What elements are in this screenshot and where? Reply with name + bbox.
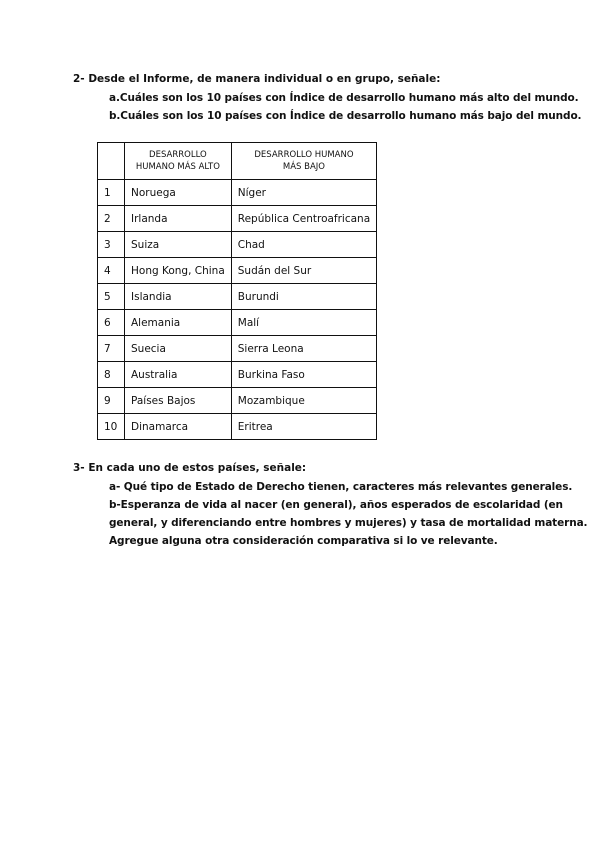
rank-cell: 2 — [98, 206, 125, 232]
table-row — [98, 362, 377, 388]
low-country-cell: Malí — [231, 310, 376, 336]
high-country-cell: Hong Kong, China — [125, 258, 232, 284]
highest-hdi-header-line1: DESARROLLO — [149, 150, 207, 160]
high-country-cell: Alemania — [125, 310, 232, 336]
table-row — [98, 414, 377, 440]
high-country-cell: Noruega — [125, 180, 232, 206]
rank-header-cell — [98, 143, 125, 180]
table-row — [98, 284, 377, 310]
rank-cell: 5 — [98, 284, 125, 310]
question-3-item-b-line1: b-Esperanza de vida al nacer (en general), años esperados de escolaridad (en — [109, 499, 563, 511]
low-country-cell: Burkina Faso — [231, 362, 376, 388]
table-row — [98, 388, 377, 414]
rank-cell: 4 — [98, 258, 125, 284]
high-country-cell: Países Bajos — [125, 388, 232, 414]
table-header-row — [98, 143, 377, 180]
rank-cell: 3 — [98, 232, 125, 258]
question-3-item-b-line2: general, y diferenciando entre hombres y mujeres) y tasa de mortalidad materna. — [109, 517, 588, 529]
rank-cell: 6 — [98, 310, 125, 336]
table-row — [98, 232, 377, 258]
rank-cell: 8 — [98, 362, 125, 388]
low-country-cell: Níger — [231, 180, 376, 206]
table-row — [98, 336, 377, 362]
question-2-heading: 2- Desde el Informe, de manera individual o en grupo, señale: — [73, 73, 441, 85]
highest-hdi-header-line2: HUMANO MÁS ALTO — [135, 162, 220, 172]
question-2-item-a: a.Cuáles son los 10 países con Índice de desarrollo humano más alto del mundo. — [109, 92, 579, 104]
lowest-hdi-header-line2: MÁS BAJO — [282, 162, 325, 172]
question-3-item-c: Agregue alguna otra consideración comparativa si lo ve relevante. — [109, 535, 498, 547]
rank-cell: 9 — [98, 388, 125, 414]
high-country-cell: Dinamarca — [125, 414, 232, 440]
lowest-hdi-header — [231, 143, 376, 180]
hdi-ranking-table — [97, 142, 377, 440]
low-country-cell: República Centroafricana — [231, 206, 376, 232]
high-country-cell: Suecia — [125, 336, 232, 362]
low-country-cell: Eritrea — [231, 414, 376, 440]
low-country-cell: Chad — [231, 232, 376, 258]
highest-hdi-header — [125, 143, 232, 180]
rank-cell: 10 — [98, 414, 125, 440]
high-country-cell: Irlanda — [125, 206, 232, 232]
high-country-cell: Suiza — [125, 232, 232, 258]
table-row — [98, 258, 377, 284]
question-2-item-b: b.Cuáles son los 10 países con Índice de desarrollo humano más bajo del mundo. — [109, 110, 582, 122]
high-country-cell: Islandia — [125, 284, 232, 310]
lowest-hdi-header-line1: DESARROLLO HUMANO — [254, 150, 354, 160]
high-country-cell: Australia — [125, 362, 232, 388]
question-3-item-a: a- Qué tipo de Estado de Derecho tienen, caracteres más relevantes generales. — [109, 481, 573, 493]
table-row — [98, 310, 377, 336]
rank-cell: 7 — [98, 336, 125, 362]
low-country-cell: Sierra Leona — [231, 336, 376, 362]
low-country-cell: Mozambique — [231, 388, 376, 414]
low-country-cell: Burundi — [231, 284, 376, 310]
question-3-heading: 3- En cada uno de estos países, señale: — [73, 462, 307, 474]
table-row — [98, 206, 377, 232]
low-country-cell: Sudán del Sur — [231, 258, 376, 284]
rank-cell: 1 — [98, 180, 125, 206]
table-row — [98, 180, 377, 206]
